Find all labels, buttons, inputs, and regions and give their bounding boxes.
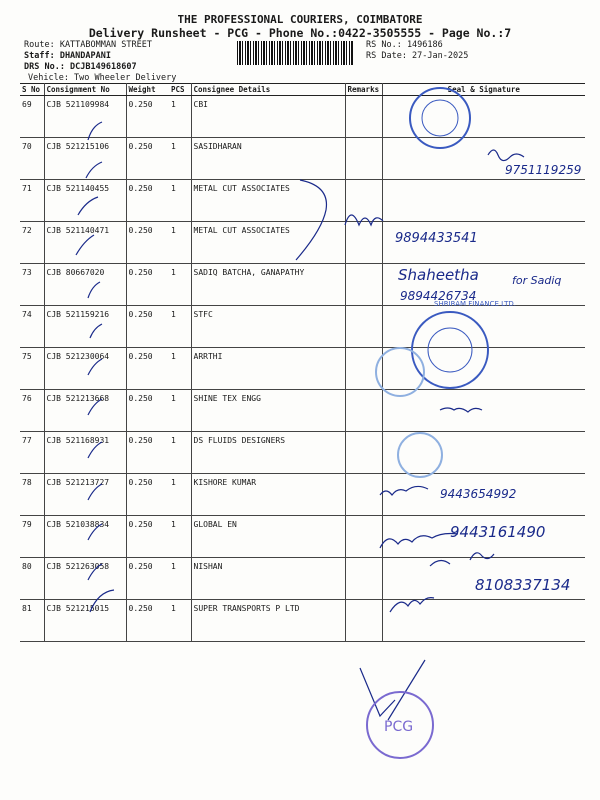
consignee-cell: SUPER TRANSPORTS P LTD xyxy=(191,600,345,642)
company-title: THE PROFESSIONAL COURIERS, COIMBATORE xyxy=(177,13,423,26)
remarks-cell xyxy=(345,180,382,222)
col-signature: Seal & Signature xyxy=(382,84,585,96)
handwriting-for-73: for Sadiq xyxy=(512,274,562,287)
pcs-cell: 1 xyxy=(169,306,191,348)
remarks-cell xyxy=(345,558,382,600)
table-row xyxy=(20,348,585,390)
weight-cell: 0.250 xyxy=(126,180,169,222)
pcs-cell: 1 xyxy=(169,474,191,516)
pcs-cell: 1 xyxy=(169,432,191,474)
handwriting-phone-79: 9443161490 xyxy=(450,523,546,541)
sno-cell: 74 xyxy=(20,306,44,348)
remarks-cell xyxy=(345,222,382,264)
consignee-cell: ARRTHI xyxy=(191,348,345,390)
consignment-cell: CJB 521109984 xyxy=(44,96,126,138)
sno-cell: 75 xyxy=(20,348,44,390)
table-row xyxy=(20,306,585,348)
pcg-stamp-text: PCG xyxy=(384,719,414,735)
consignment-cell: CJB 521140455 xyxy=(44,180,126,222)
table-row xyxy=(20,432,585,474)
handwriting-phone-78: 9443654992 xyxy=(440,487,517,501)
sno-cell: 79 xyxy=(20,516,44,558)
table-row xyxy=(20,390,585,432)
consignment-cell: CJB 521213668 xyxy=(44,390,126,432)
col-consignee: Consignee Details xyxy=(191,84,345,96)
handwriting-phone-70: 9751119259 xyxy=(505,163,582,177)
rs-date-text: RS Date: 27-Jan-2025 xyxy=(366,51,469,61)
remarks-cell xyxy=(345,516,382,558)
consignee-cell: METAL CUT ASSOCIATES xyxy=(191,180,345,222)
weight-cell: 0.250 xyxy=(126,600,169,642)
sno-cell: 77 xyxy=(20,432,44,474)
handwriting-phone-73: 9894426734 xyxy=(400,289,477,303)
weight-cell: 0.250 xyxy=(126,96,169,138)
pcs-cell: 1 xyxy=(169,558,191,600)
sno-cell: 70 xyxy=(20,138,44,180)
table-row xyxy=(20,138,585,180)
remarks-cell xyxy=(345,600,382,642)
weight-cell: 0.250 xyxy=(126,222,169,264)
consignee-cell: GLOBAL EN xyxy=(191,516,345,558)
table-row xyxy=(20,264,585,306)
signature-cell xyxy=(382,600,585,642)
sno-cell: 81 xyxy=(20,600,44,642)
pcs-cell: 1 xyxy=(169,264,191,306)
remarks-cell xyxy=(345,390,382,432)
runsheet-title: Delivery Runsheet - PCG - Phone No.:0422-3505555 - Page No.:7 xyxy=(88,26,512,40)
pcs-cell: 1 xyxy=(169,96,191,138)
pcg-stamp xyxy=(367,692,433,758)
consignee-cell: DS FLUIDS DESIGNERS xyxy=(191,432,345,474)
sno-cell: 80 xyxy=(20,558,44,600)
consignment-cell: CJB 521213727 xyxy=(44,474,126,516)
consignment-cell: CJB 521140471 xyxy=(44,222,126,264)
signature-cell xyxy=(382,348,585,390)
route-text: Route: KATTABOMMAN STREET xyxy=(24,40,152,50)
remarks-cell xyxy=(345,432,382,474)
signature-cell xyxy=(382,516,585,558)
consignee-cell: METAL CUT ASSOCIATES xyxy=(191,222,345,264)
staff-text: Staff: DHANDAPANI xyxy=(24,51,111,61)
signature-cell xyxy=(382,96,585,138)
table-row xyxy=(20,96,585,138)
remarks-cell xyxy=(345,348,382,390)
table-header-row xyxy=(20,84,585,96)
table-row xyxy=(20,180,585,222)
sno-cell: 76 xyxy=(20,390,44,432)
weight-cell: 0.250 xyxy=(126,264,169,306)
sno-cell: 69 xyxy=(20,96,44,138)
col-remarks: Remarks xyxy=(345,84,382,96)
pcs-cell: 1 xyxy=(169,180,191,222)
consignee-cell: SASIDHARAN xyxy=(191,138,345,180)
pcs-cell: 1 xyxy=(169,222,191,264)
sno-cell: 78 xyxy=(20,474,44,516)
weight-cell: 0.250 xyxy=(126,390,169,432)
pcs-cell: 1 xyxy=(169,390,191,432)
remarks-cell xyxy=(345,264,382,306)
signature-cell xyxy=(382,390,585,432)
col-sno: S No xyxy=(20,84,44,96)
pcs-cell: 1 xyxy=(169,138,191,180)
col-weight: Weight xyxy=(126,84,169,96)
weight-cell: 0.250 xyxy=(126,348,169,390)
col-pcs: PCS xyxy=(169,84,191,96)
consignment-cell: CJB 521215106 xyxy=(44,138,126,180)
signature-cell xyxy=(382,138,585,180)
table-row xyxy=(20,474,585,516)
consignment-cell: CJB 521263058 xyxy=(44,558,126,600)
remarks-cell xyxy=(345,138,382,180)
table-row xyxy=(20,558,585,600)
pcs-cell: 1 xyxy=(169,348,191,390)
consignee-cell: SHINE TEX ENGG xyxy=(191,390,345,432)
signature-cell xyxy=(382,432,585,474)
table-row xyxy=(20,516,585,558)
pcs-cell: 1 xyxy=(169,600,191,642)
signature-cell xyxy=(382,474,585,516)
signature-cell xyxy=(382,306,585,348)
consignment-cell: CJB 521038834 xyxy=(44,516,126,558)
consignee-cell: CBI xyxy=(191,96,345,138)
weight-cell: 0.250 xyxy=(126,432,169,474)
consignee-cell: STFC xyxy=(191,306,345,348)
table-row xyxy=(20,600,585,642)
header-right xyxy=(366,40,468,62)
weight-cell: 0.250 xyxy=(126,516,169,558)
weight-cell: 0.250 xyxy=(126,558,169,600)
weight-cell: 0.250 xyxy=(126,138,169,180)
consignment-cell: CJB 521230064 xyxy=(44,348,126,390)
remarks-cell xyxy=(345,474,382,516)
vehicle-text: Vehicle: Two Wheeler Delivery xyxy=(28,73,177,83)
barcode xyxy=(237,41,353,65)
consignee-cell: KISHORE KUMAR xyxy=(191,474,345,516)
handwriting-name-73: Shaheetha xyxy=(398,266,479,284)
weight-cell: 0.250 xyxy=(126,306,169,348)
sno-cell: 71 xyxy=(20,180,44,222)
consignment-cell: CJB 521159216 xyxy=(44,306,126,348)
signature-cell xyxy=(382,180,585,222)
shriram-stamp-text: SHRIRAM FINANCE LTD. xyxy=(434,300,516,308)
remarks-cell xyxy=(345,96,382,138)
remarks-cell xyxy=(345,306,382,348)
table-row xyxy=(20,222,585,264)
col-consignment: Consignment No xyxy=(44,84,126,96)
header-left xyxy=(24,40,152,73)
rs-no-text: RS No.: 1496186 xyxy=(366,40,443,50)
pcs-cell: 1 xyxy=(169,516,191,558)
consignment-cell: CJB 80667020 xyxy=(44,264,126,306)
drs-text: DRS No.: DCJB149618607 xyxy=(24,62,137,72)
signature-cell xyxy=(382,264,585,306)
handwriting-phone-80: 8108337134 xyxy=(475,576,571,594)
consignee-cell: SADIQ BATCHA, GANAPATHY xyxy=(191,264,345,306)
signature-cell xyxy=(382,222,585,264)
weight-cell: 0.250 xyxy=(126,474,169,516)
sno-cell: 72 xyxy=(20,222,44,264)
consignee-cell: NISHAN xyxy=(191,558,345,600)
runsheet-table xyxy=(20,83,585,642)
sno-cell: 73 xyxy=(20,264,44,306)
signature-cell xyxy=(382,558,585,600)
consignment-cell: CJB 521168931 xyxy=(44,432,126,474)
pen-check-mark xyxy=(360,668,395,716)
handwriting-phone-72: 9894433541 xyxy=(395,231,478,246)
consignment-cell: CJB 521215015 xyxy=(44,600,126,642)
pen-line xyxy=(388,660,425,720)
